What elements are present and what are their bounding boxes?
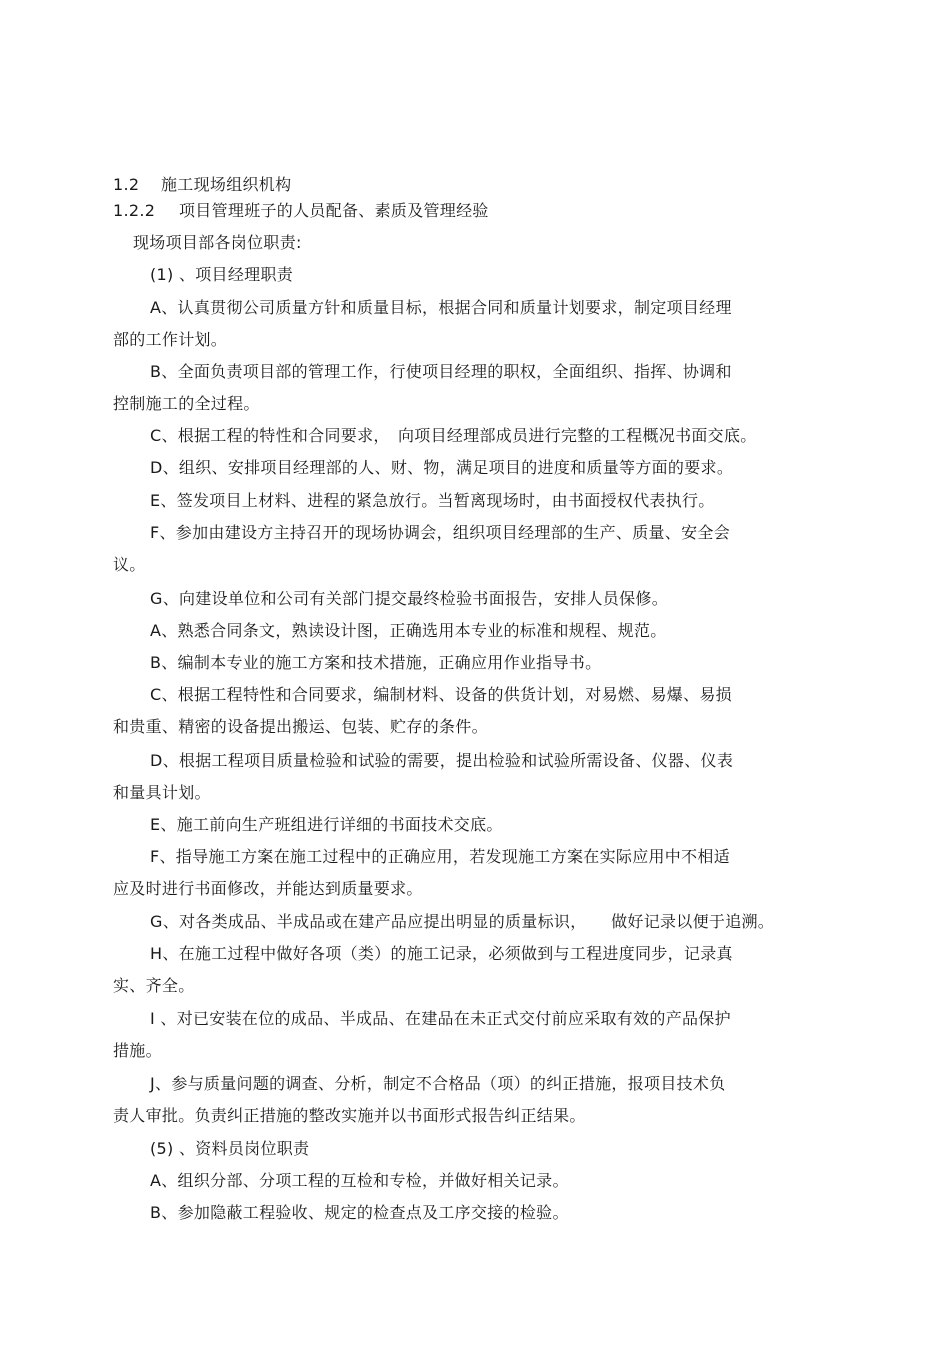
- paragraph-line: 和贵重、精密的设备提出搬运、包装、贮存的条件。: [113, 717, 488, 736]
- paragraph-line: F、指导施工方案在施工过程中的正确应用，若发现施工方案在实际应用中不相适: [150, 847, 731, 866]
- paragraph-line: E、施工前向生产班组进行详细的书面技术交底。: [150, 815, 503, 834]
- paragraph-line: D、组织、安排项目经理部的人、财、物，满足项目的进度和质量等方面的要求。: [150, 458, 734, 477]
- paragraph-line: G、对各类成品、半成品或在建产品应提出明显的质量标识， 做好记录以便于追溯。: [150, 912, 775, 931]
- paragraph-line: B、参加隐蔽工程验收、规定的检查点及工序交接的检验。: [150, 1203, 569, 1222]
- heading-1: [113, 175, 291, 195]
- paragraph-line: E、签发项目上材料、进程的紧急放行。当暂离现场时，由书面授权代表执行。: [150, 491, 715, 510]
- paragraph-line: B、全面负责项目部的管理工作，行使项目经理的职权，全面组织、指挥、协调和: [150, 362, 732, 381]
- paragraph-line: B、编制本专业的施工方案和技术措施，正确应用作业指导书。: [150, 653, 602, 672]
- heading-2-title: 项目管理班子的人员配备、素质及管理经验: [179, 201, 489, 220]
- paragraph-line: F、参加由建设方主持召开的现场协调会，组织项目经理部的生产、质量、安全会: [150, 523, 731, 542]
- paragraph-line: H、在施工过程中做好各项（类）的施工记录，必须做到与工程进度同步，记录真: [150, 944, 733, 963]
- paragraph-line: 责人审批。负责纠正措施的整改实施并以书面形式报告纠正结果。: [113, 1106, 586, 1125]
- paragraph-line: A、组织分部、分项工程的互检和专检，并做好相关记录。: [150, 1171, 569, 1190]
- paragraph-line: C、根据工程特性和合同要求，编制材料、设备的供货计划，对易燃、易爆、易损: [150, 685, 732, 704]
- paragraph-line: 控制施工的全过程。: [113, 394, 260, 413]
- paragraph-line: G、向建设单位和公司有关部门提交最终检验书面报告，安排人员保修。: [150, 589, 668, 608]
- heading-2: [113, 201, 489, 221]
- paragraph-line: 实、齐全。: [113, 976, 195, 995]
- heading-1-number: 1.2: [113, 175, 140, 194]
- paragraph-line: C、根据工程的特性和合同要求， 向项目经理部成员进行完整的工程概况书面交底。: [150, 426, 757, 445]
- paragraph-line: A、认真贯彻公司质量方针和质量目标，根据合同和质量计划要求，制定项目经理: [150, 298, 732, 317]
- section-title-project-manager: (1) 、项目经理职责: [150, 265, 294, 284]
- paragraph-line: 部的工作计划。: [113, 330, 228, 349]
- section-title-document-clerk: (5) 、资料员岗位职责: [150, 1139, 310, 1158]
- heading-1-title: 施工现场组织机构: [161, 175, 292, 194]
- heading-2-number: 1.2.2: [113, 201, 156, 220]
- paragraph-line: 和量具计划。: [113, 783, 211, 802]
- paragraph-line: J、参与质量问题的调查、分析，制定不合格品（项）的纠正措施，报项目技术负: [150, 1074, 726, 1093]
- paragraph-line: I 、对已安装在位的成品、半成品、在建品在未正式交付前应采取有效的产品保护: [150, 1009, 731, 1028]
- paragraph-line: 应及时进行书面修改，并能达到质量要求。: [113, 879, 423, 898]
- paragraph-line: 议。: [113, 555, 146, 574]
- paragraph-line: A、熟悉合同条文，熟读设计图，正确选用本专业的标准和规程、规范。: [150, 621, 667, 640]
- paragraph-line: D、根据工程项目质量检验和试验的需要，提出检验和试验所需设备、仪器、仪表: [150, 751, 734, 770]
- paragraph-line: 措施。: [113, 1041, 162, 1060]
- intro-text: 现场项目部各岗位职责:: [133, 233, 302, 252]
